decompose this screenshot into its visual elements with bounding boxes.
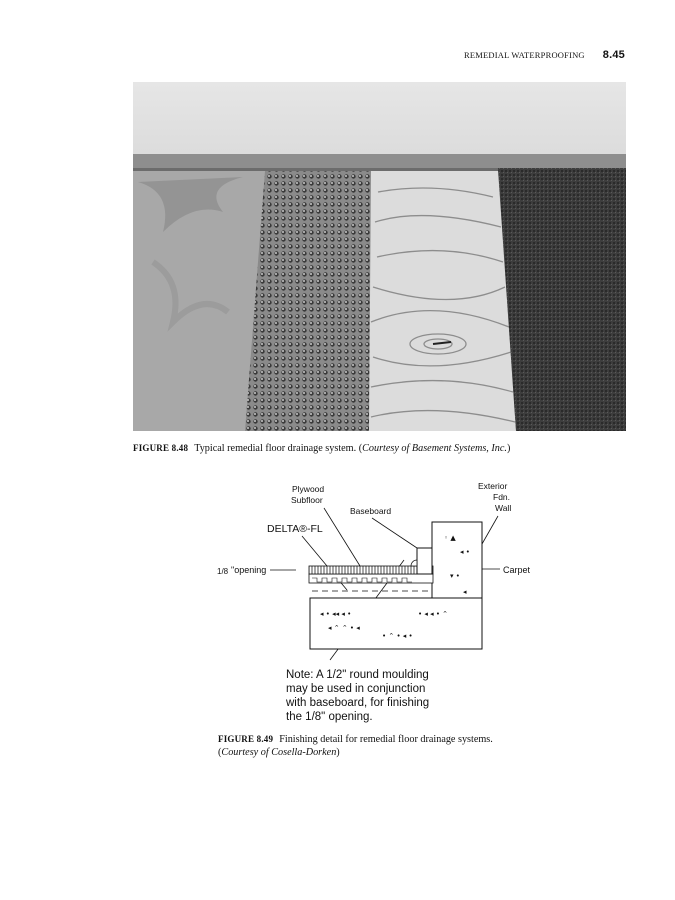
label-fdn: Fdn. bbox=[493, 492, 511, 502]
note-line-2: may be used in conjunction bbox=[286, 683, 426, 695]
svg-text:▾ •: ▾ • bbox=[450, 572, 460, 580]
figure-number: FIGURE 8.48 bbox=[133, 443, 189, 453]
svg-text:◂ ⌃ ⌃ • ◂: ◂ ⌃ ⌃ • ◂ bbox=[328, 624, 360, 632]
label-carpet: Carpet bbox=[503, 565, 531, 575]
label-subfloor: Subfloor bbox=[291, 495, 323, 505]
note-line-3: with baseboard, for finishing bbox=[286, 697, 430, 709]
page-number: 8.45 bbox=[602, 49, 625, 61]
label-exterior: Exterior bbox=[478, 481, 508, 491]
svg-text:• ⌃ • ◂ •: • ⌃ • ◂ • bbox=[382, 632, 413, 640]
finishing-detail-diagram bbox=[212, 478, 542, 726]
svg-text:◂: ◂ bbox=[463, 588, 467, 596]
floor-drainage-photo bbox=[133, 82, 626, 431]
running-head bbox=[464, 49, 625, 61]
svg-text:◂ •: ◂ • bbox=[460, 548, 470, 556]
caption-close: ) bbox=[506, 443, 511, 454]
note-line-4: the 1/8" opening. bbox=[286, 711, 373, 723]
figure-number: FIGURE 8.49 bbox=[218, 734, 274, 744]
svg-text:• ◂ ◂ • ⌃: • ◂ ◂ • ⌃ bbox=[418, 610, 449, 618]
section-title: REMEDIAL WATERPROOFING bbox=[463, 50, 585, 60]
svg-text:◦ ▲: ◦ ▲ bbox=[444, 534, 456, 542]
label-opening: "opening bbox=[231, 565, 267, 575]
label-plywood: Plywood bbox=[292, 484, 325, 494]
caption-credit-close: ) bbox=[336, 747, 340, 758]
svg-text:◂ • ◂◂ ◂ •: ◂ • ◂◂ ◂ • bbox=[320, 610, 352, 618]
label-baseboard: Baseboard bbox=[350, 506, 392, 516]
label-opening-fraction: 1/8 bbox=[217, 567, 229, 576]
caption-credit: Courtesy of Cosella-Dorken bbox=[221, 747, 337, 758]
figure-8-49-caption bbox=[218, 733, 558, 759]
caption-text: Finishing detail for remedial floor drainage systems. bbox=[279, 734, 493, 745]
label-wall: Wall bbox=[495, 503, 512, 513]
figure-8-48-caption bbox=[133, 442, 510, 455]
caption-text: Typical remedial floor drainage system. ( bbox=[194, 443, 363, 454]
note-line-1: Note: A 1/2" round moulding bbox=[286, 669, 429, 681]
caption-credit: Courtesy of Basement Systems, Inc. bbox=[362, 443, 507, 454]
caption-credit-open: ( bbox=[218, 747, 222, 758]
label-delta: DELTA®-FL bbox=[267, 523, 323, 535]
